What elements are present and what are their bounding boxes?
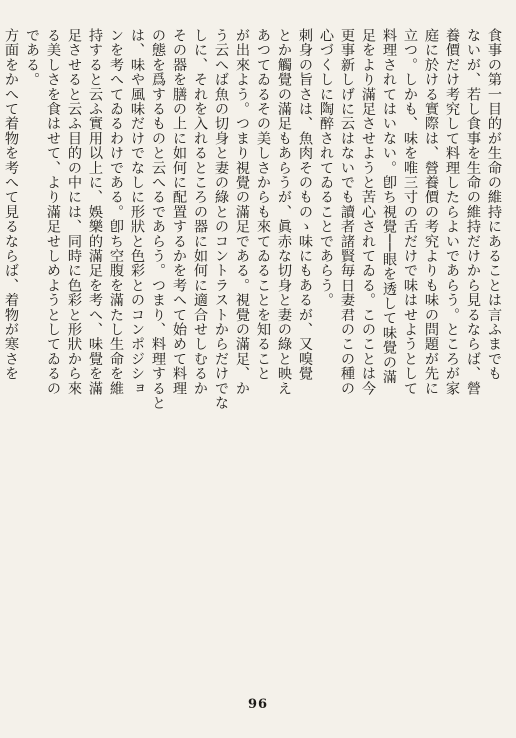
page-number: 96 [247, 697, 269, 712]
text-column: である。 [24, 28, 40, 87]
text-column: 方面をかへて着物を考へて見るならば、着物が寒さを [3, 28, 19, 381]
text-column: 心づくしに陶醉されてゐることであらう。 [318, 28, 334, 308]
text-column: は、味や風味だけでなしに形狀と色彩とのコンポジショ [129, 28, 145, 396]
text-column: 足をより滿足させようと苦心されてゐる。このことは今 [360, 28, 376, 396]
text-column: が出來よう。つまり視覺の滿足である。視覺の滿足、か [234, 28, 250, 396]
text-column: う云へば魚の切身と妻の綠とのコントラストからだけでな [213, 28, 229, 411]
text-column: る美しさを食はせて、より滿足せしめようとしてゐるの [45, 28, 61, 396]
text-column: 足させると云ふ目的の中には、同時に色彩と形狀から來 [66, 28, 82, 396]
text-column: 立つ。しかも、味を唯三寸の舌だけで味はせようとして [402, 28, 418, 396]
text-column: ないが、若し食事を生命の維持だけから見るならば、營 [465, 28, 481, 396]
text-column: しに、それを入れるところの器に如何に適合せしむるか [192, 28, 208, 396]
text-column: 刺身の旨さは、魚肉そのものゝ味にもあるが、又嗅覺 [297, 28, 313, 381]
text-column: ンを考へてゐるわけである。卽ち空腹を滿たし生命を維 [108, 28, 124, 396]
text-column: 養價だけ考究して料理したらよいであらう。ところが家 [444, 28, 460, 396]
vertical-text-block [3, 28, 504, 688]
text-column: その器を膳の上に如何に配置するかを考へて始めて料理 [171, 28, 187, 396]
text-column: 料理されてはいない。卽ち視覺──眼を透して味覺の滿 [381, 28, 397, 385]
text-column: の態を爲するものと云へるであらう。つまり、料理すると [150, 28, 166, 411]
text-column: 庭に於ける實際は、營養價の考究よりも味の問題が先に [423, 28, 439, 396]
text-column: 更事新しげに云はないでも讀者諸賢毎日妻君のこの種の [339, 28, 355, 396]
text-column: 持すると云ふ實用以上に、娛樂的滿足を考へ、味覺を滿 [87, 28, 103, 396]
text-column: あつてゐるその美しさからも來てゐることを知ること [255, 28, 271, 381]
text-column: 食事の第一目的が生命の維持にあることは言ふまでも [486, 28, 502, 381]
text-column: とか觸覺の滿足もあらうが、眞赤な切身と妻の綠と映え [276, 28, 292, 396]
